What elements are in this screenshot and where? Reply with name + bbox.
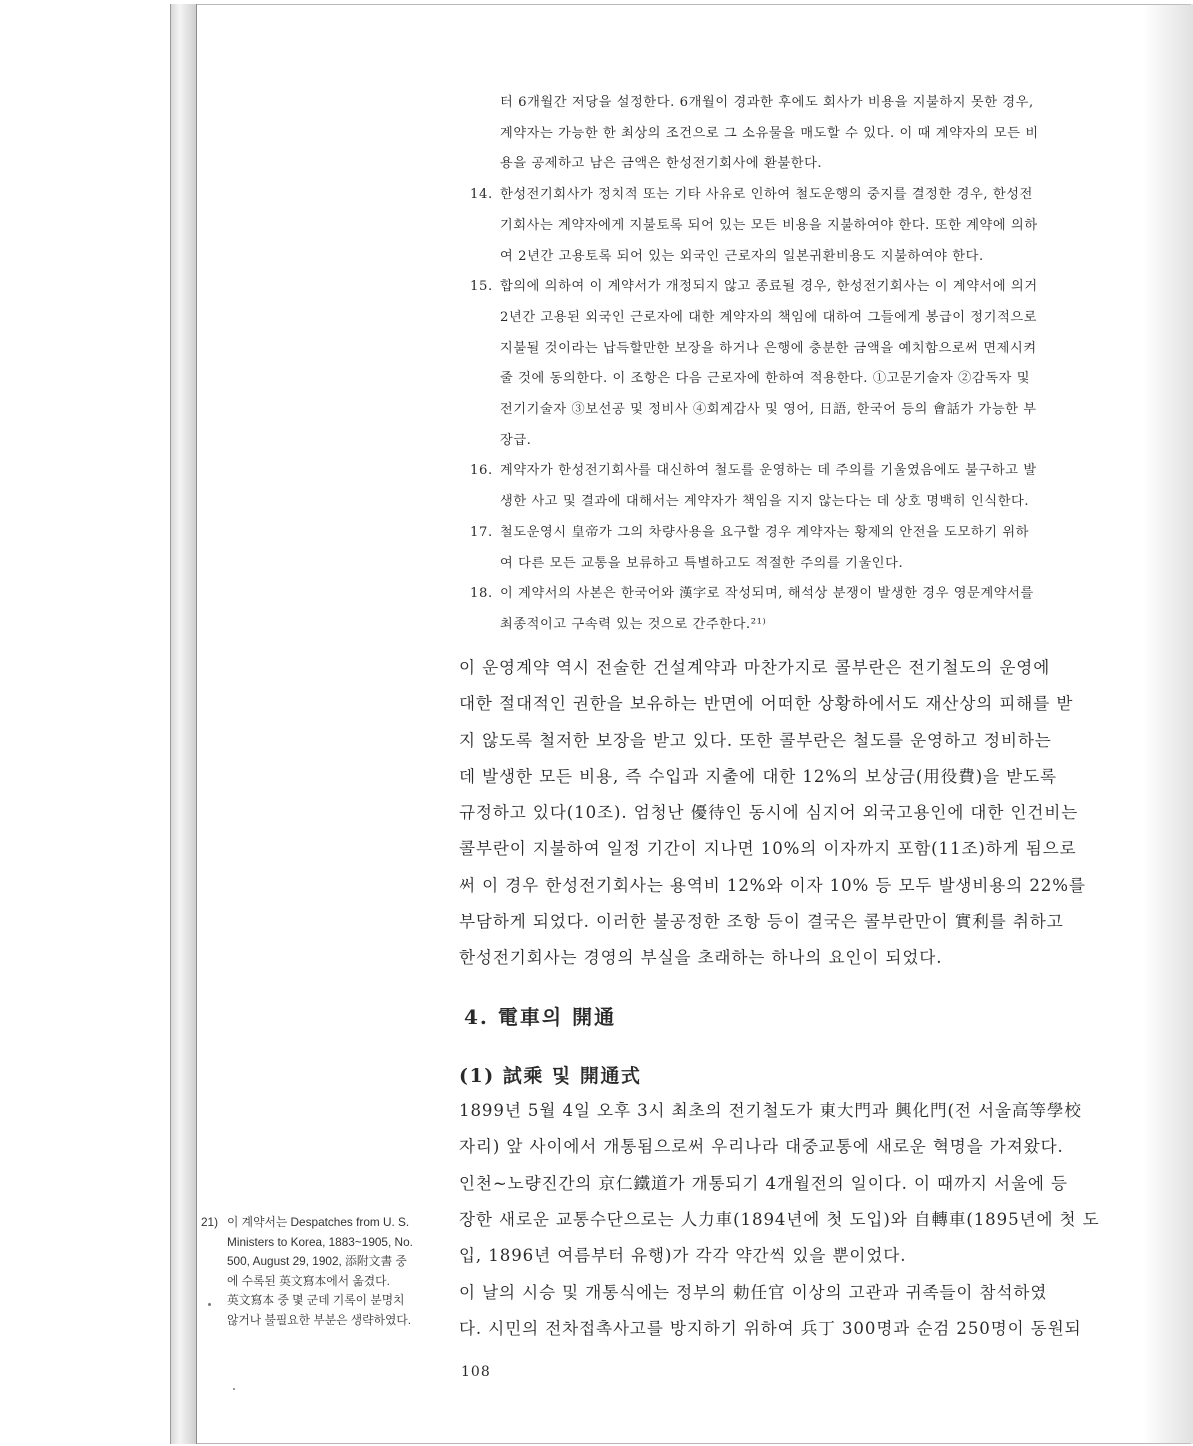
item-text: 계약자가 한성전기회사를 대신하여 철도를 운영하는 데 주의를 기울였음에도 불구하고 발 생한 사고 및 결과에 대해서는 계약자가 책임을 지지 않는다는 데 상호 명백히 인식한다. [500,463,1037,510]
list-item [470,456,1110,517]
paragraph-text: 이 운영계약 역시 전술한 건설계약과 마찬가지로 콜부란은 전기철도의 운영에 대한 절대적인 권한을 보유하는 반면에 어떠한 상황하에서도 재산상의 피해를 받 지 않도록 철저한 보장을 받고 있다. 또한 콜부란은 철도를 운영하고 정비하는 데 발생한 모든 비용, 즉 수입과 지출에 대한 12%의 보상금(用役費)을 받도록 규정하고 있다(10조). 엄청난 優待인 동시에 심지어 외국고용인에 대한 인건비는 콜부란이 지불하여 일정 기간이 지나면 10%의 이자까지 포함(11조)하게 됨으로 써 이 경우 한성전기회사는 용역비 12%와 이자 10% 등 모두 발생비용의 22%를 부담하게 되었다. 이러한 불공정한 조항 등이 결국은 콜부란만이 實利를 취하고 한성전기회사는 경영의 부실을 초래하는 하나의 요인이 되었다. [459,658,1086,968]
section-heading: 4. 電車의 開通 [464,1005,617,1029]
list-item [470,180,1110,272]
item-text: 한성전기회사가 정치적 또는 기타 사유로 인하여 철도운행의 중지를 결정한 경우, 한성전 기회사는 계약자에게 지불토록 되어 있는 모든 비용을 지불하여야 한다. 또한 계약에 의하 여 2년간 고용토록 되어 있는 외국인 근로자의 일본귀환비용도 지불하여야 한다. [500,187,1038,264]
item-number: 14. [470,187,493,203]
list-item [470,272,1110,456]
paragraph-text: 1899년 5월 4일 오후 3시 최초의 전기철도가 東大門과 興化門(전 서울高等學校 자리) 앞 사이에서 개통됨으로써 우리나라 대중교통에 새로운 혁명을 가져왔다. 인천~노량진간의 京仁鐵道가 개통되기 4개월전의 일이다. 이 때까지 서울에 등 장한 새로운 교통수단으로는 人力車(1894년에 첫 도입)와 自轉車(1895년에 첫 도 입, 1896년 여름부터 유행)가 각각 약간씩 있을 뿐이었다. [459,1101,1100,1266]
body-paragraph [459,650,1121,977]
item-text: 터 6개월간 저당을 설정한다. 6개월이 경과한 후에도 회사가 비용을 지불하지 못한 경우, 계약자는 가능한 한 최상의 조건으로 그 소유물을 매도할 수 있다. 이 때 계약자의 모든 비 용을 공제하고 남은 금액은 한성전기회사에 환불한다. [500,95,1039,172]
book-spine [170,4,197,1444]
list-item [470,518,1110,579]
contract-clause-list [470,88,1110,641]
footnote-text: 이 계약서는 Despatches from U. S. Ministers to Korea, 1883~1905, No. 500, August 29, 1902, 添附文書 중 에 수록된 英文寫本에서 옮겼다. 英文寫本 중 몇 군데 기록이 분명치 않거나 불필요한 부분은 생략하였다. [227,1215,413,1327]
body-paragraph [459,1275,1121,1348]
item-text: 이 계약서의 사본은 한국어와 漢字로 작성되며, 해석상 분쟁이 발생한 경우 영문계약서를 최종적이고 구속력 있는 것으로 간주한다.²¹⁾ [500,586,1034,632]
list-item [470,579,1110,640]
item-number: 18. [470,586,493,602]
footnote [201,1213,446,1331]
item-text: 합의에 의하여 이 계약서가 개정되지 않고 종료될 경우, 한성전기회사는 이 계약서에 의거 2년간 고용된 외국인 근로자에 대한 계약자의 책임에 대하여 그들에게 봉급이 정기적으로 지불될 것이라는 납득할만한 보장을 하거나 은행에 충분한 금액을 예치함으로써 면제시켜 줄 것에 동의한다. 이 조항은 다음 근로자에 한하여 적용한다. ①고문기술자 ②감독자 및 전기기술자 ③보선공 및 정비사 ④회계감사 및 영어, 日語, 한국어 등의 會話가 가능한 부 장급. [500,279,1038,448]
page-number: 108 [461,1364,491,1380]
speck [208,1303,211,1306]
item-number: 17. [470,524,493,540]
subsection-heading: (1) 試乘 및 開通式 [459,1065,642,1087]
paragraph-text: 이 날의 시승 및 개통식에는 정부의 勅任官 이상의 고관과 귀족들이 참석하였 다. 시민의 전차접촉사고를 방지하기 위하여 兵丁 300명과 순검 250명이 동원되 [459,1283,1082,1339]
item-number: 16. [470,463,493,479]
list-item [470,88,1110,180]
speck [233,1388,235,1390]
item-text: 철도운영시 皇帝가 그의 차량사용을 요구할 경우 계약자는 황제의 안전을 도모하기 위하 여 다른 모든 교통을 보류하고 특별하고도 적절한 주의를 기울인다. [500,524,1030,571]
footnote-number: 21) [201,1215,219,1229]
page-edge-shadow [1143,4,1193,1444]
body-paragraph [459,1093,1121,1274]
item-number: 15. [470,279,493,295]
